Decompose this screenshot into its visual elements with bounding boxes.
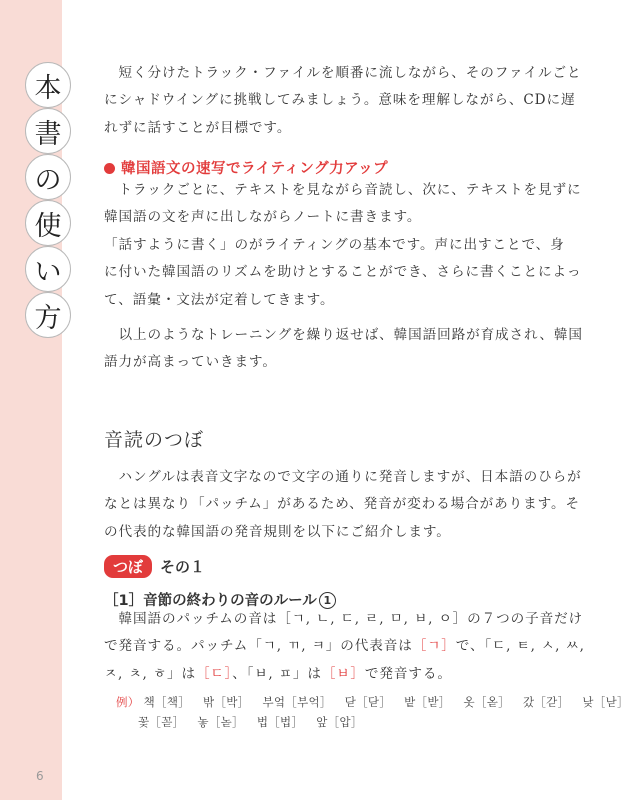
title-char: 本 — [25, 62, 71, 108]
title-char: 使 — [25, 200, 71, 246]
bullet-dot-icon — [104, 163, 115, 174]
examples-row-2 — [138, 714, 558, 730]
title-char: 書 — [25, 108, 71, 154]
example-label: 例） — [116, 695, 140, 709]
writing-heading-text: 韓国語文の速写でライティング力アップ — [121, 161, 389, 177]
text-line: トラックごとに、テキストを見ながら音読し、次に、テキストを見ずに — [104, 182, 582, 198]
example-item: 놓［녿］ — [197, 715, 244, 729]
example-item: 꽃［꼳］ — [138, 715, 185, 729]
example-item: 닫［닫］ — [344, 695, 392, 709]
highlight-sound: ［ㄱ］ — [412, 638, 456, 655]
example-item: 갔［갇］ — [522, 695, 570, 709]
tip-label: その１ — [160, 558, 206, 576]
example-item: 법［법］ — [256, 715, 304, 729]
summary-paragraph — [104, 322, 583, 377]
intro-paragraph — [104, 60, 582, 142]
text-line: 韓国語のパッチムの音は［ㄱ, ㄴ, ㄷ, ㄹ, ㅁ, ㅂ, ㅇ］の７つの子音だけ — [104, 611, 584, 627]
title-char: 方 — [25, 292, 71, 338]
page-number: 6 — [36, 769, 44, 783]
text-line — [104, 661, 544, 688]
example-item: 낮［낟］ — [582, 695, 629, 709]
text-fragment: で、「ㄷ, ㅌ, ㅅ, ㅆ, — [455, 638, 585, 655]
text-line: 以上のようなトレーニングを繰り返せば、韓国語回路が育成され、韓国 — [104, 327, 583, 343]
text-line: なとは異なり「パッチム」があるため、発音が変わる場合があります。そ — [104, 496, 580, 513]
text-fragment: で発音する。パッチム「ㄱ, ㄲ, ㅋ」の代表音は — [104, 638, 413, 655]
text-line: にシャドウイングに挑戦してみましょう。意味を理解しながら、CDに遅 — [104, 92, 576, 109]
tip-badge: つぼ — [104, 555, 152, 578]
rule-paragraph — [104, 606, 585, 688]
example-item: 책［책］ — [143, 695, 191, 709]
example-item: 옷［옫］ — [463, 695, 510, 709]
text-line: ハングルは表音文字なので文字の通りに発音しますが、日本語のひらが — [104, 469, 582, 485]
example-item: 밭［받］ — [404, 695, 451, 709]
rule-heading-text: ［1］音節の終わりの音のルール — [104, 593, 317, 609]
text-line: 韓国語の文を声に出しながらノートに書きます。 — [104, 209, 422, 226]
vertical-chapter-title — [25, 62, 71, 338]
section-title: 音読のつぼ — [104, 429, 205, 451]
text-line: 語力が高まっていきます。 — [104, 354, 277, 371]
title-char: い — [25, 246, 71, 292]
text-line — [104, 633, 585, 660]
text-line: に付いた韓国語のリズムを助けとすることができ、さらに書くことによっ — [104, 264, 582, 281]
highlight-sound: ［ㄷ］ — [195, 665, 233, 682]
examples-row-1 — [116, 694, 629, 710]
example-item: 밖［박］ — [203, 695, 250, 709]
text-fragment: で発音する。 — [364, 665, 452, 682]
title-char: の — [25, 154, 71, 200]
section-paragraph — [104, 464, 582, 546]
text-fragment: 、「ㅂ, ㅍ」は — [232, 665, 322, 682]
text-line: 短く分けたトラック・ファイルを順番に流しながら、そのファイルごと — [104, 65, 582, 81]
writing-heading — [104, 157, 388, 178]
example-item: 부엌［부억］ — [262, 695, 332, 709]
circled-number: 1 — [319, 592, 336, 609]
text-line: れずに話すことが目標です。 — [104, 119, 292, 136]
text-line: て、語彙・文法が定着してきます。 — [104, 291, 335, 308]
highlight-sound: ［ㅂ］ — [321, 665, 365, 682]
writing-paragraph — [104, 177, 582, 314]
text-line: 「話すように書く」のがライティングの基本です。声に出すことで、身 — [104, 236, 565, 253]
text-fragment: ㅈ, ㅊ, ㅎ」は — [104, 665, 196, 682]
text-line: の代表的な韓国語の発音規則を以下にご紹介します。 — [104, 523, 451, 540]
example-item: 앞［압］ — [316, 715, 363, 729]
tip-heading — [104, 555, 205, 578]
